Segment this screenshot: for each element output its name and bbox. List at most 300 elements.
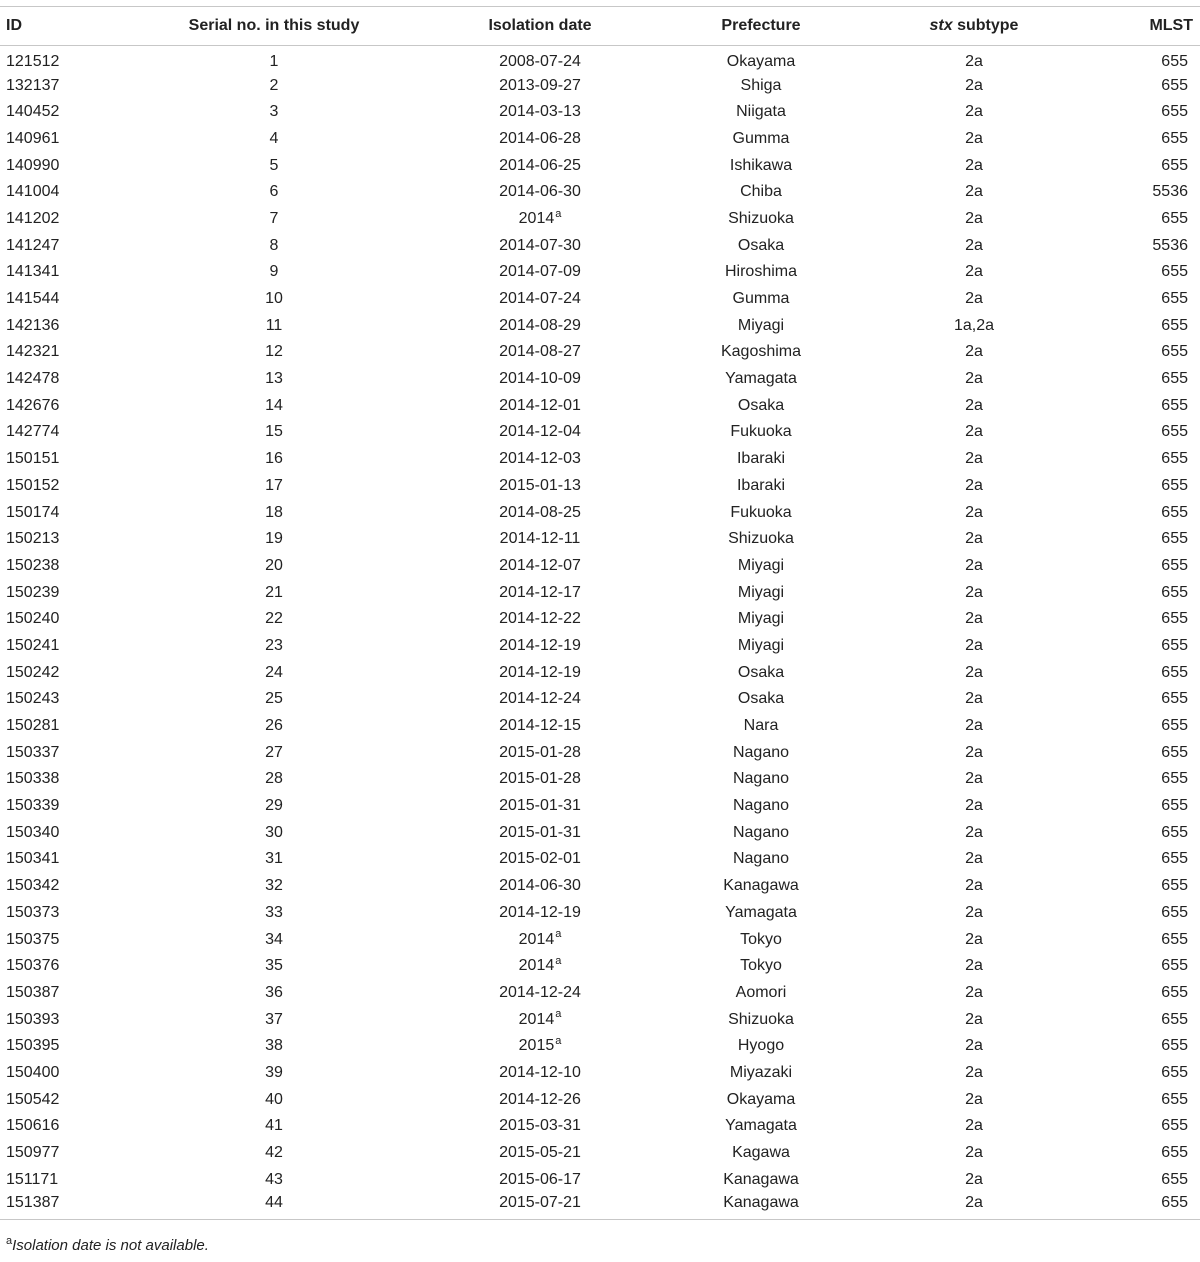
cell-mlst: 655 [1161,129,1188,147]
cell-mlst: 655 [1161,1144,1188,1162]
cell-serial: 9 [269,263,279,281]
cell-prefecture: Fukuoka [730,423,792,441]
cell-stx-subtype: 2a [965,663,983,681]
table-row [0,686,1200,713]
cell-mlst: 655 [1161,743,1188,761]
cell-isolation-date [398,72,682,99]
cell-prefecture: Osaka [737,663,785,681]
header-serial: Serial no. in this study [188,17,360,34]
cell-mlst: 655 [1161,290,1188,308]
footnote-ref-mark: a [555,1008,562,1021]
cell-prefecture: Shizuoka [728,209,794,227]
cell-mlst: 655 [1161,1090,1188,1108]
cell-serial: 15 [265,423,283,441]
cell-isolation-date [398,686,682,713]
cell-mlst: 655 [1161,1037,1188,1055]
cell-prefecture: Miyagi [737,636,785,654]
footnote-ref-mark: a [555,207,562,220]
isolation-date-value: 2015-01-28 [499,743,581,761]
cell-prefecture: Chiba [740,183,782,201]
cell-stx-subtype: 2a [965,370,983,388]
cell-serial: 18 [265,503,283,521]
table-row [0,846,1200,873]
cell-serial: 1 [269,53,279,71]
cell-id: 150342 [6,877,60,895]
cell-stx-subtype: 2a [965,1170,983,1188]
cell-serial: 37 [265,1010,283,1028]
cell-stx-subtype: 2a [965,903,983,921]
cell-isolation-date [398,1086,682,1113]
cell-serial: 4 [269,129,279,147]
cell-serial: 21 [265,583,283,601]
cell-stx-subtype: 2a [965,236,983,254]
cell-isolation-date [398,232,682,259]
cell-prefecture: Miyagi [737,556,785,574]
cell-id: 151387 [6,1194,60,1212]
cell-stx-subtype: 2a [965,610,983,628]
cell-serial: 39 [265,1063,283,1081]
cell-mlst: 655 [1161,209,1188,227]
cell-prefecture: Nagano [732,743,790,761]
cell-isolation-date [398,126,682,153]
cell-mlst: 655 [1161,983,1188,1001]
header-isolation-date: Isolation date [488,17,592,34]
cell-isolation-date [398,579,682,606]
cell-serial: 13 [265,370,283,388]
cell-id: 150281 [6,717,60,735]
table-row [0,553,1200,580]
cell-isolation-date [398,46,682,73]
isolation-date-value: 2015-01-13 [499,476,581,494]
cell-isolation-date [398,392,682,419]
isolation-date-value: 2014-12-22 [499,610,581,628]
isolation-date-value: 2014-12-10 [499,1063,581,1081]
header-mlst: MLST [1149,17,1193,34]
table-header [0,7,1200,46]
isolation-date-value: 2015-03-31 [499,1117,581,1135]
cell-isolation-date [398,473,682,500]
cell-id: 141544 [6,290,60,308]
cell-id: 150373 [6,903,60,921]
cell-isolation-date [398,1033,682,1060]
cell-prefecture: Miyagi [737,316,785,334]
cell-prefecture: Osaka [737,690,785,708]
isolation-date-value: 2014-12-15 [499,717,581,735]
table-row [0,99,1200,126]
table-row [0,206,1200,233]
table-row [0,312,1200,339]
cell-id: 150375 [6,930,60,948]
cell-isolation-date [398,1060,682,1087]
cell-stx-subtype: 2a [965,263,983,281]
cell-stx-subtype: 2a [965,823,983,841]
cell-stx-subtype: 2a [965,476,983,494]
cell-id: 141202 [6,209,60,227]
cell-stx-subtype: 2a [965,1010,983,1028]
cell-id: 150977 [6,1144,60,1162]
cell-serial: 27 [265,743,283,761]
isolation-date-value: 2014-12-19 [499,663,581,681]
table-row [0,766,1200,793]
cell-stx-subtype: 2a [965,503,983,521]
cell-prefecture: Nagano [732,823,790,841]
cell-mlst: 655 [1161,316,1188,334]
cell-serial: 10 [265,290,283,308]
cell-stx-subtype: 2a [965,290,983,308]
table-row [0,419,1200,446]
cell-serial: 5 [269,156,279,174]
table-row [0,126,1200,153]
isolation-date-value: 2014-06-25 [499,156,581,174]
isolation-date-value: 2014-12-19 [499,903,581,921]
cell-prefecture: Ishikawa [729,156,793,174]
cell-isolation-date [398,339,682,366]
cell-stx-subtype: 2a [965,1117,983,1135]
cell-mlst: 655 [1161,797,1188,815]
cell-stx-subtype: 2a [965,770,983,788]
isolation-date-value: 2014-07-09 [499,263,581,281]
cell-mlst: 655 [1161,1063,1188,1081]
cell-mlst: 655 [1161,610,1188,628]
cell-mlst: 655 [1161,690,1188,708]
cell-serial: 35 [265,957,283,975]
cell-id: 142136 [6,316,60,334]
isolation-date-value: 2014 [518,209,555,227]
cell-serial: 7 [269,209,279,227]
cell-id: 142676 [6,396,60,414]
cell-id: 140452 [6,103,60,121]
isolation-date-value: 2014 [518,1010,555,1028]
isolation-date-value: 2015-06-17 [499,1170,581,1188]
table-row [0,473,1200,500]
cell-prefecture: Osaka [737,236,785,254]
cell-id: 142478 [6,370,60,388]
isolation-date-value: 2014-12-04 [499,423,581,441]
cell-serial: 33 [265,903,283,921]
table-row [0,499,1200,526]
cell-id: 150241 [6,636,60,654]
header-stx-subtype [840,7,1108,46]
header-id: ID [6,17,22,34]
cell-prefecture: Osaka [737,396,785,414]
cell-serial: 2 [269,76,279,94]
cell-mlst: 655 [1161,503,1188,521]
isolation-date-value: 2015-02-01 [499,850,581,868]
cell-id: 150240 [6,610,60,628]
cell-mlst: 655 [1161,877,1188,895]
cell-stx-subtype: 2a [965,717,983,735]
footnote-mark: a [6,1235,13,1247]
cell-stx-subtype: 2a [965,396,983,414]
cell-serial: 16 [265,450,283,468]
cell-mlst: 655 [1161,663,1188,681]
cell-mlst: 655 [1161,450,1188,468]
cell-isolation-date [398,259,682,286]
cell-serial: 38 [265,1037,283,1055]
cell-serial: 41 [265,1117,283,1135]
table-row [0,1033,1200,1060]
cell-serial: 44 [265,1194,283,1212]
cell-prefecture: Ibaraki [736,450,786,468]
cell-mlst: 655 [1161,636,1188,654]
cell-id: 150152 [6,476,60,494]
table-row [0,633,1200,660]
isolation-date-value: 2015-01-28 [499,770,581,788]
cell-serial: 31 [265,850,283,868]
cell-mlst: 655 [1161,1010,1188,1028]
cell-stx-subtype: 2a [965,636,983,654]
cell-stx-subtype: 1a,2a [953,316,995,334]
cell-prefecture: Hiroshima [724,263,797,281]
isolation-date-value: 2014-07-24 [499,290,581,308]
isolation-date-value: 2014 [518,930,555,948]
table-row [0,392,1200,419]
cell-isolation-date [398,526,682,553]
footnote-text: Isolation date is not available. [12,1237,209,1254]
cell-id: 121512 [6,53,60,71]
cell-id: 141247 [6,236,60,254]
table-row [0,713,1200,740]
table-row [0,259,1200,286]
cell-id: 150151 [6,450,60,468]
cell-mlst: 655 [1161,930,1188,948]
cell-isolation-date [398,846,682,873]
footnote-ref-mark: a [555,928,562,941]
cell-stx-subtype: 2a [965,983,983,1001]
cell-prefecture: Kanagawa [723,1194,799,1212]
cell-stx-subtype: 2a [965,183,983,201]
cell-serial: 11 [265,316,283,334]
cell-mlst: 655 [1161,423,1188,441]
cell-stx-subtype: 2a [965,343,983,361]
cell-serial: 30 [265,823,283,841]
cell-mlst: 655 [1161,717,1188,735]
cell-id: 151171 [6,1170,59,1188]
cell-id: 150242 [6,663,60,681]
cell-isolation-date [398,953,682,980]
cell-id: 150393 [6,1010,60,1028]
table-row [0,900,1200,927]
header-row [0,7,1200,46]
cell-serial: 19 [265,530,283,548]
cell-mlst: 655 [1161,370,1188,388]
cell-mlst: 655 [1161,903,1188,921]
cell-prefecture: Kanagawa [723,1170,799,1188]
cell-mlst: 5536 [1152,183,1188,201]
cell-isolation-date [398,659,682,686]
cell-id: 150387 [6,983,60,1001]
cell-prefecture: Fukuoka [730,503,792,521]
cell-id: 150338 [6,770,60,788]
table-row [0,953,1200,980]
table-row [0,606,1200,633]
cell-prefecture: Miyagi [737,583,785,601]
isolation-date-value: 2014-12-24 [499,983,581,1001]
cell-serial: 22 [265,610,283,628]
cell-isolation-date [398,1166,682,1193]
cell-stx-subtype: 2a [965,797,983,815]
cell-isolation-date [398,206,682,233]
cell-prefecture: Shizuoka [728,1010,794,1028]
cell-serial: 26 [265,717,283,735]
isolation-date-value: 2014-12-24 [499,690,581,708]
table-row [0,1113,1200,1140]
isolation-date-value: 2014-12-11 [499,530,581,548]
cell-mlst: 655 [1161,156,1188,174]
table-body [0,46,1200,1220]
isolation-date-value: 2014-03-13 [499,103,581,121]
cell-id: 150542 [6,1090,60,1108]
isolates-table [0,6,1200,1220]
cell-isolation-date [398,1006,682,1033]
table-row [0,366,1200,393]
cell-serial: 25 [265,690,283,708]
cell-stx-subtype: 2a [965,877,983,895]
cell-serial: 12 [265,343,283,361]
cell-id: 140961 [6,129,60,147]
table-row [0,152,1200,179]
cell-mlst: 5536 [1152,236,1188,254]
cell-mlst: 655 [1161,583,1188,601]
cell-prefecture: Nagano [732,770,790,788]
cell-serial: 34 [265,930,283,948]
isolation-date-value: 2014-10-09 [499,370,581,388]
cell-serial: 32 [265,877,283,895]
cell-serial: 23 [265,636,283,654]
cell-isolation-date [398,553,682,580]
cell-mlst: 655 [1161,76,1188,94]
table-row [0,46,1200,73]
table-row [0,739,1200,766]
cell-mlst: 655 [1161,1170,1188,1188]
cell-mlst: 655 [1161,343,1188,361]
isolation-date-value: 2014-12-26 [499,1090,581,1108]
cell-isolation-date [398,606,682,633]
isolation-date-value: 2014-12-07 [499,556,581,574]
cell-stx-subtype: 2a [965,583,983,601]
cell-stx-subtype: 2a [965,930,983,948]
cell-isolation-date [398,1140,682,1167]
cell-isolation-date [398,446,682,473]
cell-serial: 28 [265,770,283,788]
table-row [0,579,1200,606]
cell-serial: 43 [265,1170,283,1188]
cell-stx-subtype: 2a [965,850,983,868]
table-row [0,526,1200,553]
cell-isolation-date [398,766,682,793]
cell-id: 150400 [6,1063,60,1081]
cell-isolation-date [398,99,682,126]
cell-isolation-date [398,419,682,446]
footnote [6,1237,209,1254]
table-row [0,1086,1200,1113]
cell-id: 141004 [6,183,60,201]
cell-serial: 14 [265,396,283,414]
isolation-date-value: 2014-06-30 [499,877,581,895]
table-row [0,1006,1200,1033]
cell-prefecture: Ibaraki [736,476,786,494]
cell-isolation-date [398,713,682,740]
header-stx-italic: stx [929,17,953,34]
cell-serial: 3 [269,103,279,121]
cell-isolation-date [398,499,682,526]
table-row [0,446,1200,473]
cell-id: 150213 [6,530,60,548]
isolation-date-value: 2014-06-30 [499,183,581,201]
isolation-date-value: 2014-06-28 [499,129,581,147]
cell-stx-subtype: 2a [965,76,983,94]
isolation-date-value: 2014-07-30 [499,236,581,254]
cell-id: 150238 [6,556,60,574]
cell-id: 142774 [6,423,60,441]
isolation-date-value: 2014-12-03 [499,450,581,468]
cell-stx-subtype: 2a [965,423,983,441]
cell-id: 150395 [6,1037,60,1055]
cell-prefecture: Aomori [735,983,787,1001]
cell-mlst: 655 [1161,770,1188,788]
table-row [0,1060,1200,1087]
isolation-date-value: 2014-12-19 [499,636,581,654]
cell-stx-subtype: 2a [965,450,983,468]
cell-id: 150174 [6,503,60,521]
table-row [0,926,1200,953]
cell-prefecture: Shiga [740,76,782,94]
cell-prefecture: Gumma [732,129,790,147]
cell-id: 142321 [6,343,60,361]
cell-id: 150340 [6,823,60,841]
cell-prefecture: Gumma [732,290,790,308]
cell-stx-subtype: 2a [965,1063,983,1081]
isolation-date-value: 2014 [518,957,555,975]
cell-prefecture: Yamagata [725,903,797,921]
cell-stx-subtype: 2a [965,129,983,147]
cell-mlst: 655 [1161,263,1188,281]
cell-isolation-date [398,793,682,820]
cell-mlst: 655 [1161,957,1188,975]
table-row [0,179,1200,206]
cell-isolation-date [398,633,682,660]
cell-prefecture: Kagawa [732,1144,790,1162]
cell-serial: 42 [265,1144,283,1162]
cell-id: 150339 [6,797,60,815]
isolation-date-value: 2014-08-27 [499,343,581,361]
cell-stx-subtype: 2a [965,103,983,121]
isolation-date-value: 2015-07-21 [499,1194,581,1212]
cell-prefecture: Tokyo [740,930,782,948]
table-row [0,659,1200,686]
cell-id: 150337 [6,743,60,761]
cell-prefecture: Okayama [726,1090,796,1108]
cell-isolation-date [398,739,682,766]
cell-isolation-date [398,900,682,927]
table-row [0,873,1200,900]
isolation-date-value: 2015 [518,1037,555,1055]
cell-prefecture: Tokyo [740,957,782,975]
cell-id: 150243 [6,690,60,708]
cell-serial: 20 [265,556,283,574]
cell-mlst: 655 [1161,396,1188,414]
cell-mlst: 655 [1161,1117,1188,1135]
cell-prefecture: Niigata [736,103,786,121]
cell-mlst: 655 [1161,823,1188,841]
isolation-date-value: 2014-08-29 [499,316,581,334]
cell-prefecture: Kanagawa [723,877,799,895]
cell-serial: 24 [265,663,283,681]
cell-isolation-date [398,819,682,846]
cell-stx-subtype: 2a [965,530,983,548]
cell-mlst: 655 [1161,53,1188,71]
isolation-date-value: 2014-12-01 [499,396,581,414]
